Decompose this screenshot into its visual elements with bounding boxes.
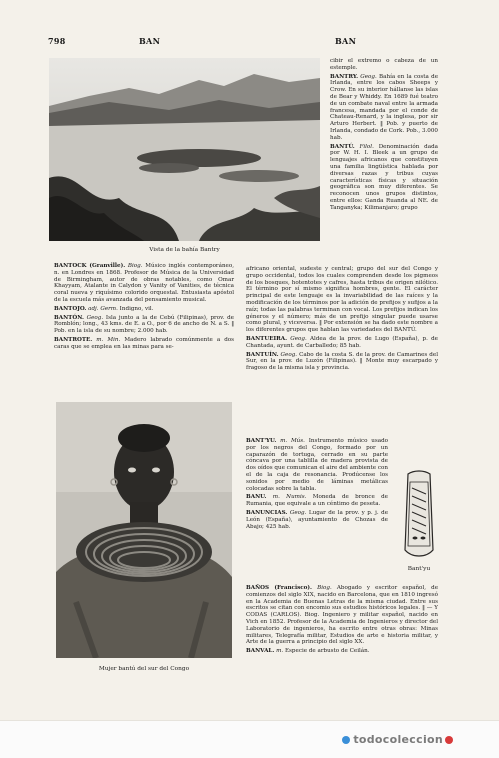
headword: BANTUÍN.: [246, 351, 279, 358]
entry-text: Bahía en la costa de Irlanda, entre los cabos Sheeps y Crow. En su interior hállanse las islas de Bear y Whiddy. En 1689 fué teatro de un combate naval entre la armada francesa, mandada por el conde de Chateau-Renard, y la inglesa, por sir Arturo Herbert. ‖ Pob. y puerto de Irlanda, condado de Cork. Pob., 3.000 hab.: [330, 73, 438, 141]
entry-text: Indigno, vil.: [119, 305, 154, 312]
right-column-bottom-entries: [246, 585, 438, 657]
right-column-top-entries: [330, 58, 438, 214]
bantry-bay-caption: Vista de la bahía Bantry: [149, 247, 220, 253]
watermark-text: todocoleccion: [353, 733, 443, 746]
entry: [330, 74, 438, 142]
entry: [54, 263, 234, 304]
entry: [246, 336, 438, 350]
entry-text: Lugar de la prov. y p. j. de León (España), ayuntamiento de Chozas de Abajo; 425 hab.: [246, 509, 389, 530]
abbreviation: m.: [276, 648, 284, 655]
bantu-woman-photo: [56, 402, 232, 658]
abbreviation: m. Mús.: [280, 438, 305, 444]
headword: BANTROTE.: [54, 336, 93, 343]
abbreviation: Geog.: [290, 335, 307, 342]
bantu-woman-image: [56, 402, 232, 658]
abbreviation: Geog.: [280, 351, 298, 358]
entry: [246, 266, 438, 334]
bantu-woman-caption: Mujer bantú del sur del Congo: [98, 666, 190, 672]
abbreviation: Biog.: [127, 263, 143, 269]
watermark: [342, 733, 453, 746]
entry: [54, 306, 234, 313]
entry: [54, 337, 234, 351]
headword: BANTOCK (Granville).: [54, 263, 126, 269]
entry: [246, 585, 438, 646]
abbreviation: Geog.: [86, 314, 104, 321]
headword: BANTUEIRA.: [246, 335, 288, 342]
entry-text: Cabo de la costa S. de la prov. de Camarines del Sur, en la prov. de Luzón (Filipinas). ‖ Monte muy escarpado y fragoso de la misma isla y provincia.: [246, 351, 438, 372]
entry-text: Aldea de la prov. de Lugo (España), p. de Chantada, ayunt. de Carballedo; 85 hab.: [246, 335, 438, 349]
abbreviation: adj. Germ.: [88, 305, 118, 312]
entry-text: Isla junto a la de Cebú (Filipinas), prov. de Romblón; long., 43 kms. de E. a O., por 6 de ancho de N. a S. ‖ Pob. en la isla de su nombre; 2.000 hab.: [54, 314, 234, 335]
headword: BANTRY.: [330, 73, 359, 80]
headword: BANU.: [246, 494, 267, 501]
entry-text: Moneda de bronce de Rumania, que equivale a un céntimo de peseta.: [246, 494, 388, 508]
bantry-bay-photo: [49, 58, 320, 241]
running-head-left: BAN: [139, 36, 161, 46]
headword: BANTÓN.: [54, 314, 84, 321]
bantyu-caption: Bant'yu: [407, 566, 431, 572]
headword: BANTÚ.: [330, 143, 355, 150]
abbreviation: m. Min.: [96, 336, 121, 343]
page-number: 798: [48, 36, 66, 46]
entry: [330, 144, 438, 212]
left-column-entries: [54, 263, 234, 353]
abbreviation: Filol.: [359, 143, 374, 150]
entry-text: africano oriental, sudeste y central; grupo del sur del Congo y grupo occidental, todos los cuales comprenden desde los pigmeos de los bosques, hotentotes y cafres, hasta tribus de origen nilótico. El término por sí mismo significa hombres, gente. El carácter principal de este lenguaje es la invariabilidad de las raíces y la modificación de los términos por la adición de prefijos y sufijos a la raíz; todas las palabras terminan con vocal. Los prefijos indican los géneros y el número; más de un prefijo singular puede usarse como plural, y viceversa. ‖ Por extensión se ha dado este nombre a los diferentes grupos que hablan las variedades del BANTÚ.: [246, 266, 438, 334]
entry: [246, 510, 388, 530]
right-column-narrow-entries: [246, 438, 388, 532]
entry: [246, 494, 388, 508]
entry-text: Instrumento músico usado por los negros del Congo, formado por un caparazón de tortuga, cerrado en su parte cóncava por una tablilla de madera provista de dos oídos que comunican el aire del ambiente con el de la caja de resonancia. Prodúcense los sonidos por medio de láminas metálicas colocadas sobre la tabla.: [246, 438, 389, 492]
entry-text: Músico inglés contemporáneo, n. en Londres en 1868. Profesor de Música de la Universidad de Birmingham, autor de obras notables, como Omar Khayyam, Atalante in Calydon y Vanity of Vanities, de técnica coral nueva y riquísimo colorido orquestal. Entusiasta apóstol de la escuela más avanzada del pensamiento musical.: [54, 263, 234, 303]
entry-text: Especie de arbusto de Ceilán.: [284, 648, 370, 655]
bantyu-instrument-image: [400, 468, 438, 560]
abbreviation: m. Numis.: [272, 494, 307, 501]
entry-text: Abogado y escritor español, de comienzos del siglo XIX, nacido en Barcelona, que en 1810 ingresó en la Academia de Buenas Letras de la misma ciudad. Entre sus escritos se citan con encomio sus estudios históricos legales. ‖ — Y CODAS (CARLOS). Biog. Ingeniero y militar español, nacido en Vich en 1852. Profesor de la Academia de Ingenieros y director del Laboratorio de ingenieros, ha escrito entre otras obras: Minas militares, Telegrafía militar, Estudios de arte e historia militar, y Arte de la guerra a principio del siglo XX.: [246, 585, 439, 646]
watermark-dot-icon: [445, 736, 453, 744]
entry: [246, 648, 438, 655]
abbreviation: Geog.: [289, 509, 307, 516]
abbreviation: Biog.: [317, 585, 332, 591]
headword: BANVAL.: [246, 648, 275, 655]
headword: BAÑOS (Francisco).: [246, 585, 312, 591]
running-head-right: BAN: [335, 36, 357, 46]
entry: [54, 315, 234, 335]
entry-text: cibir el extremo o cabeza de un estemple.: [330, 58, 438, 71]
entry: [330, 58, 438, 72]
entry-text: Denominación dada por W. H. I. Bleek a un grupo de lenguajes africanos que constituyen una familia lingüística hablada por diversas razas y tribus cuyas características físicas y situación geográfica son muy diferentes. Se reconocen unos grupos distintos, entre ellos: Ganda Ruanda al NE. de Tanganyka; Kilimanjaro; grupo: [330, 143, 439, 211]
headword: BANTOJO.: [54, 305, 87, 312]
entry-text: Madero labrado comúnmente a dos caras que se emplea en las minas para se-: [54, 336, 235, 350]
headword: BANUNCIAS.: [246, 509, 288, 516]
entry: [246, 352, 438, 372]
watermark-footer: [0, 720, 499, 758]
watermark-logo-icon: [342, 736, 350, 744]
entry: [246, 438, 388, 492]
headword: BANT'YU.: [246, 438, 277, 444]
right-column-wide-entries: [246, 266, 438, 374]
bantyu-instrument-illustration: [400, 468, 438, 560]
bantry-bay-image: [49, 58, 320, 241]
abbreviation: Geog.: [360, 73, 377, 80]
